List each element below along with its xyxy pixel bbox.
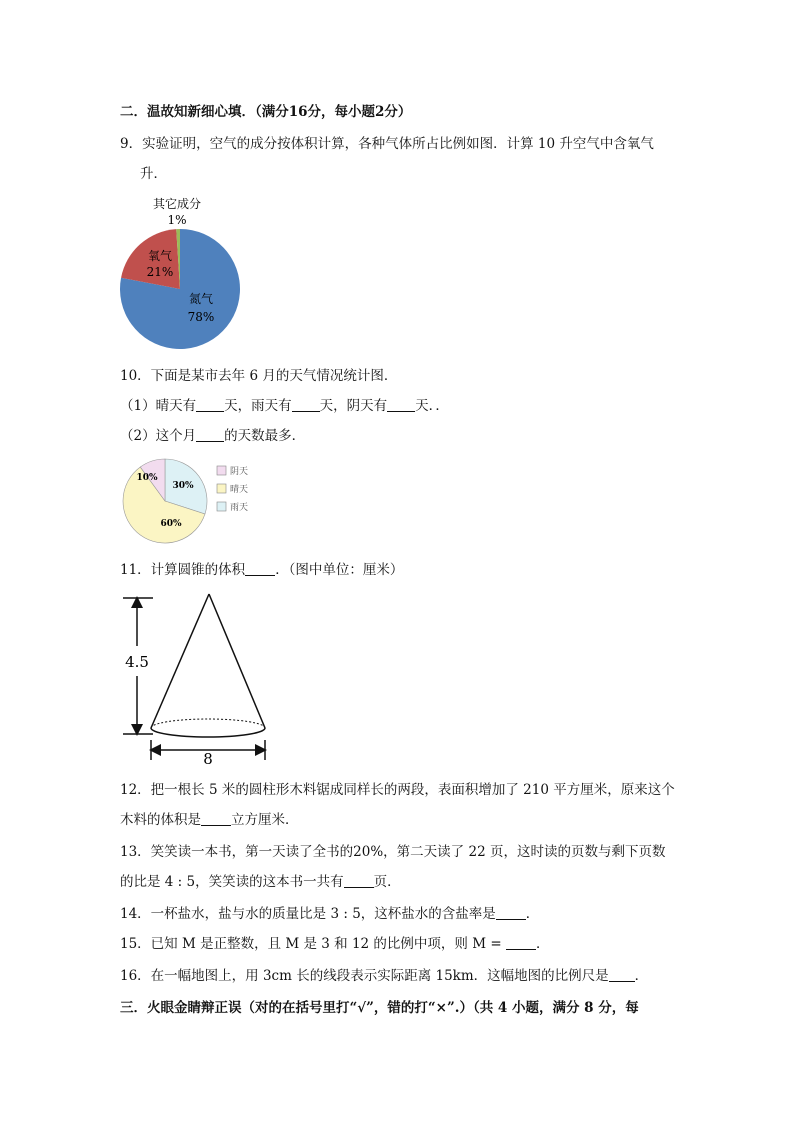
legend-item-sunny-label: 晴天: [230, 485, 249, 495]
cone-figure: [115, 588, 285, 773]
cone-right-edge: [209, 594, 265, 728]
pie-label-cloudy-value: 10%: [136, 473, 158, 483]
q12-part-a: 木料的体积是: [120, 812, 201, 828]
question-9-continuation: 升．: [140, 166, 167, 182]
question-9-text: 9．实验证明，空气的成分按体积计算，各种气体所占比例如图．计算 10 升空气中含氧气: [120, 136, 654, 152]
q10-sub1-part-c: 天，阴天有: [319, 398, 388, 414]
legend-item-cloudy-label: 阴天: [230, 467, 249, 477]
answer-blank[interactable]: [245, 561, 275, 576]
question-12-continuation: [120, 810, 299, 830]
q10-sub1-part-b: 天，雨天有: [224, 398, 292, 414]
cone-base-back-dashed: [151, 719, 265, 728]
q16-part-b: ．: [634, 968, 649, 984]
cone-left-edge: [151, 594, 209, 728]
question-14-text: [120, 904, 539, 924]
pie-label-sunny-value: 60%: [160, 519, 182, 529]
question-12-text: 12．把一根长 5 米的圆柱形木料锯成同样长的两段，表面积增加了 210 平方厘米，原来这个: [120, 782, 675, 798]
question-11-text: [120, 560, 403, 580]
question-16-text: [120, 966, 648, 986]
answer-blank[interactable]: [344, 873, 374, 888]
diameter-label: 8: [203, 750, 213, 768]
question-15-text: [120, 934, 549, 954]
answer-blank[interactable]: [496, 905, 526, 920]
air-composition-pie-chart: [100, 190, 270, 350]
q10-sub1-part-a: （1）晴天有: [120, 398, 197, 414]
q16-part-a: 16．在一幅地图上，用 3cm 长的线段表示实际距离 15km．这幅地图的比例尺是: [120, 968, 609, 984]
q13-part-b: 页．: [373, 874, 401, 890]
q10-sub1-part-d: 天．．: [415, 398, 449, 414]
weather-pie-chart: [118, 456, 268, 546]
answer-blank[interactable]: [292, 397, 320, 412]
question-10-sub2: [120, 426, 305, 446]
answer-blank[interactable]: [506, 935, 536, 950]
legend-item-sunny-swatch: [217, 484, 226, 493]
legend-item-rainy-swatch: [217, 502, 226, 511]
height-label: 4.5: [125, 653, 149, 671]
answer-blank[interactable]: [609, 967, 635, 982]
pie-label-other-value: 1%: [167, 213, 187, 227]
pie-label-oxygen-name: 氧气: [147, 249, 173, 263]
answer-blank[interactable]: [387, 397, 415, 412]
cone-base-front: [151, 728, 265, 737]
answer-blank[interactable]: [196, 397, 224, 412]
q11-part-b: ．（图中单位：厘米）: [275, 562, 404, 578]
pie-label-nitrogen-name: 氮气: [188, 292, 214, 306]
q15-part-b: ．: [535, 936, 550, 952]
pie-label-nitrogen-value: 78%: [187, 310, 215, 324]
q14-part-a: 14．一杯盐水，盐与水的质量比是 3 : 5，这杯盐水的含盐率是: [120, 906, 496, 922]
answer-blank[interactable]: [196, 427, 224, 442]
pie-label-oxygen-value: 21%: [146, 265, 174, 279]
q13-part-a: 的比是 4 : 5，笑笑读的这本书一共有: [120, 874, 344, 890]
legend-item-cloudy-swatch: [217, 466, 226, 475]
question-10-text: 10．下面是某市去年 6 月的天气情况统计图．: [120, 368, 398, 384]
legend-item-rainy-label: 雨天: [230, 503, 249, 513]
q15-part-a: 15．已知 M 是正整数，且 M 是 3 和 12 的比例中项，则 M =: [120, 936, 502, 952]
q14-part-b: ．: [525, 906, 540, 922]
q11-part-a: 11．计算圆锥的体积: [120, 562, 246, 578]
pie-label-rainy-value: 30%: [172, 481, 194, 491]
question-13-text: 13．笑笑读一本书，第一天读了全书的20%，第二天读了 22 页，这时读的页数与剩下页数: [120, 844, 666, 860]
q12-part-b: 立方厘米．: [231, 812, 299, 828]
q10-sub2-part-a: （2）这个月: [120, 428, 197, 444]
question-10-sub1: [120, 396, 449, 416]
section-header: 二．温故知新细心填．（满分16分，每小题2分）: [120, 104, 412, 120]
weather-legend: [217, 466, 248, 513]
pie-label-other-name: 其它成分: [152, 197, 202, 211]
answer-blank[interactable]: [201, 811, 231, 826]
q10-sub2-part-b: 的天数最多．: [224, 428, 306, 444]
question-13-continuation: [120, 872, 401, 892]
section-header: 三．火眼金睛辩正误（对的在括号里打“√”，错的打“×”.）（共 4 小题，满分 8 分，每: [120, 1000, 639, 1016]
